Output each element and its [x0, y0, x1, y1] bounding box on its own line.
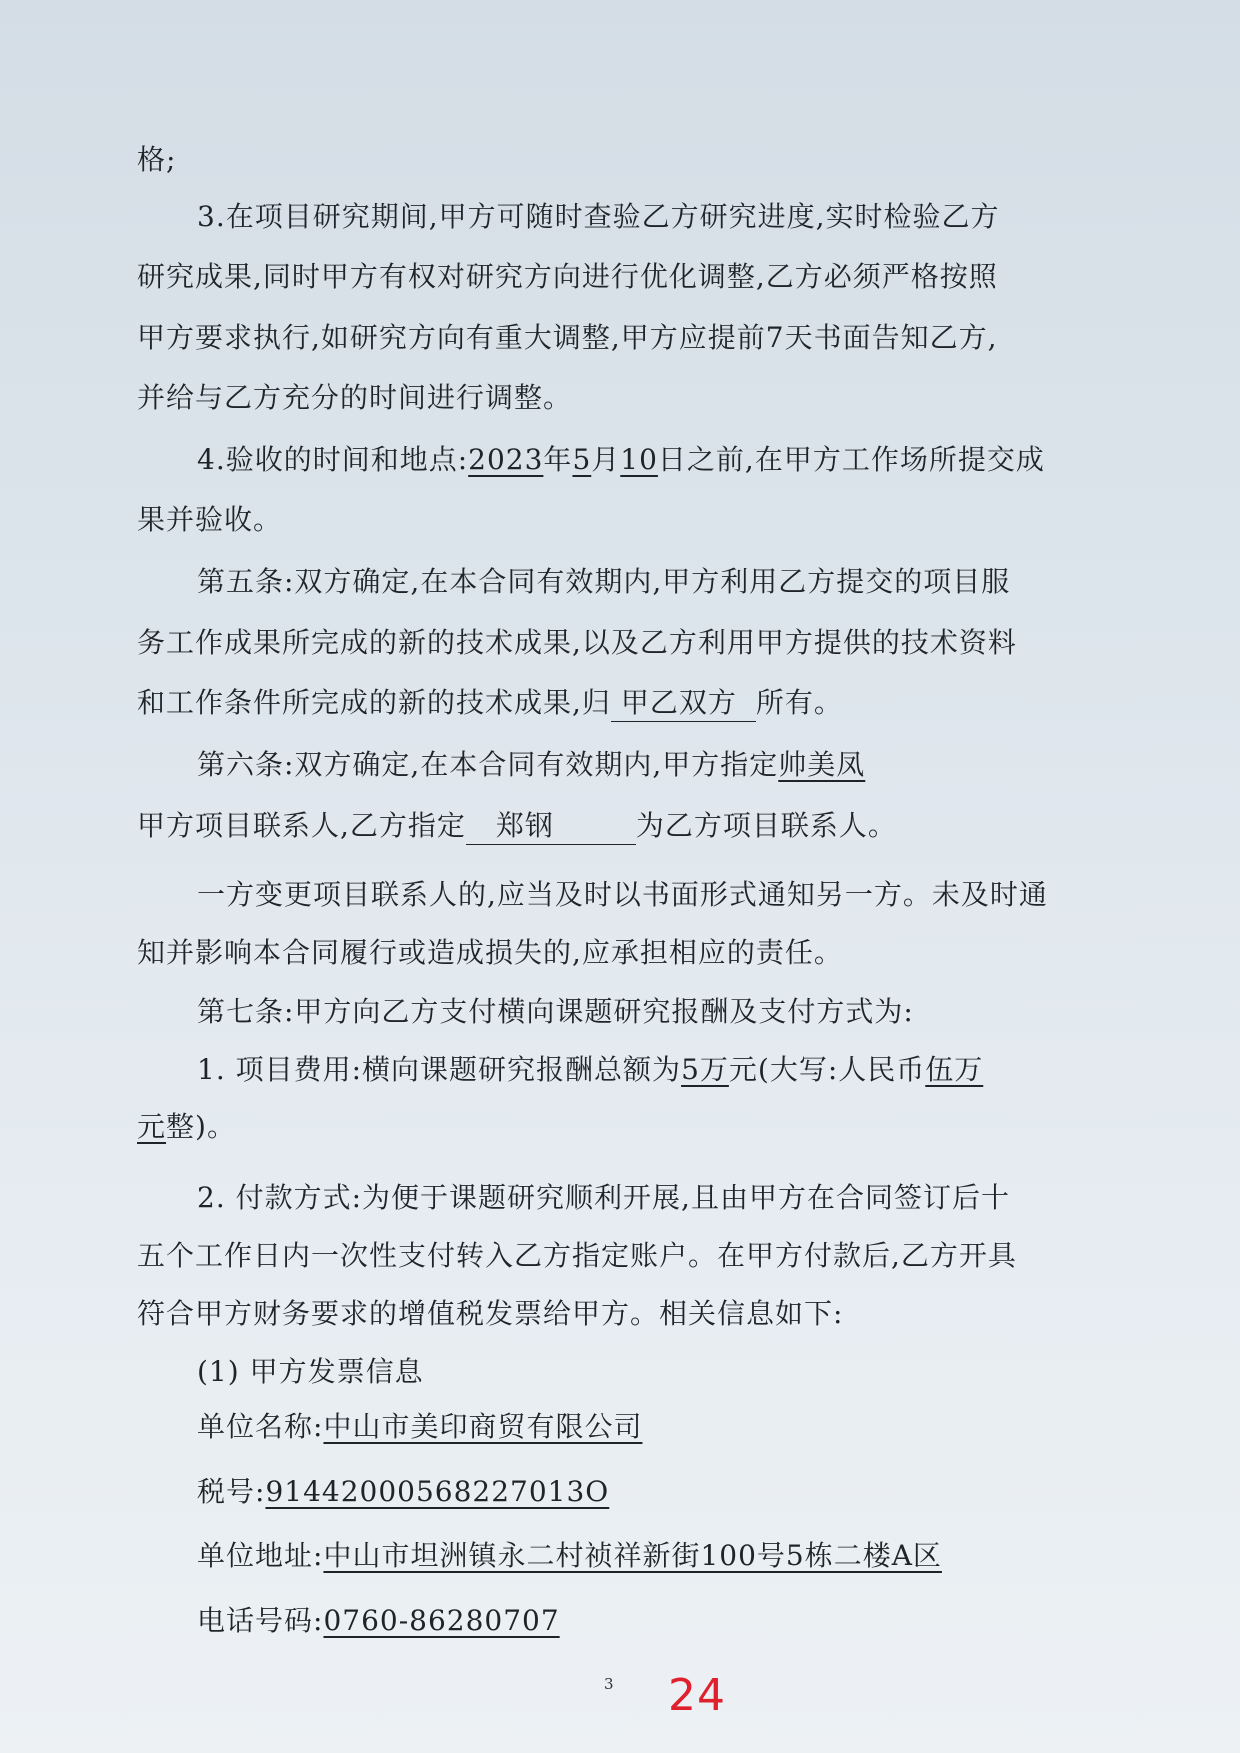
text-line — [137, 500, 282, 540]
acceptance-month: 5 — [572, 443, 592, 476]
text-line — [137, 806, 897, 846]
line-text: 所有。 — [755, 686, 843, 719]
fee-amount-uppercase: 伍万 — [925, 1053, 984, 1086]
acceptance-year: 2023 — [468, 443, 544, 476]
fee-amount: 5万 — [681, 1053, 729, 1086]
line-text: 4.验收的时间和地点: — [197, 443, 469, 476]
party-b-contact: 郑钢 — [466, 808, 636, 845]
text-line — [137, 623, 1017, 663]
text-line — [137, 140, 176, 180]
line-text: 务工作成果所完成的新的技术成果,以及乙方利用甲方提供的技术资料 — [137, 626, 1017, 659]
unit-name-value: 中山市美印商贸有限公司 — [323, 1410, 643, 1443]
tax-id-value: 91442000568227013O — [265, 1475, 610, 1508]
line-text: 一方变更项目联系人的,应当及时以书面形式通知另一方。未及时通 — [197, 878, 1048, 911]
unit-address-row — [197, 1536, 942, 1576]
line-text: (1) 甲方发票信息 — [197, 1355, 424, 1388]
text-line — [137, 378, 572, 418]
line-text: 月 — [591, 443, 621, 476]
stamp-number: 24 — [668, 1670, 726, 1721]
tax-id-row — [197, 1472, 609, 1512]
line-text: 整)。 — [166, 1110, 236, 1143]
line-text: 和工作条件所完成的新的技术成果,归 — [137, 686, 611, 719]
party-a-contact: 帅美凤 — [778, 748, 866, 781]
line-text: 日之前,在甲方工作场所提交成 — [657, 443, 1045, 476]
line-text: 格; — [137, 143, 177, 176]
project-fee-line — [197, 1050, 983, 1090]
text-line — [137, 933, 843, 973]
line-text: 3.在项目研究期间,甲方可随时查验乙方研究进度,实时检验乙方 — [197, 200, 1000, 233]
line-text: 符合甲方财务要求的增值税发票给甲方。相关信息如下: — [137, 1297, 844, 1330]
line-text: 知并影响本合同履行或造成损失的,应承担相应的责任。 — [137, 936, 843, 969]
text-line — [137, 1236, 1017, 1276]
line-text: 元(大写:人民币 — [728, 1053, 926, 1086]
clause-4-line — [197, 440, 1045, 480]
unit-name-row — [197, 1407, 642, 1447]
line-text: 为乙方项目联系人。 — [635, 809, 897, 842]
text-line — [137, 318, 998, 358]
text-line — [137, 683, 843, 723]
contact-change-line — [197, 875, 1048, 915]
article-7-line — [197, 992, 914, 1032]
tax-id-label: 税号: — [197, 1475, 266, 1508]
line-text: 甲方要求执行,如研究方向有重大调整,甲方应提前7天书面告知乙方, — [137, 321, 998, 354]
line-text: 第五条:双方确定,在本合同有效期内,甲方利用乙方提交的项目服 — [197, 565, 1011, 598]
line-text: 研究成果,同时甲方有权对研究方向进行优化调整,乙方必须严格按照 — [137, 260, 998, 293]
line-text: 2. 付款方式:为便于课题研究顺利开展,且由甲方在合同签订后十 — [197, 1181, 1010, 1214]
line-text: 1. 项目费用:横向课题研究报酬总额为 — [197, 1053, 682, 1086]
phone-value: 0760-86280707 — [323, 1604, 560, 1637]
unit-name-label: 单位名称: — [197, 1410, 324, 1443]
line-text: 五个工作日内一次性支付转入乙方指定账户。在甲方付款后,乙方开具 — [137, 1239, 1017, 1272]
fee-amount-uppercase-cont: 元 — [137, 1110, 167, 1143]
acceptance-day: 10 — [620, 443, 658, 476]
invoice-info-heading — [197, 1352, 424, 1392]
line-text: 第七条:甲方向乙方支付横向课题研究报酬及支付方式为: — [197, 995, 914, 1028]
ownership-field: 甲乙双方 — [611, 685, 756, 722]
text-line — [137, 1107, 236, 1147]
line-text: 年 — [543, 443, 573, 476]
line-text: 并给与乙方充分的时间进行调整。 — [137, 381, 573, 414]
clause-3-line — [197, 197, 1000, 237]
page-number: 3 — [604, 1675, 614, 1693]
payment-method-line — [197, 1178, 1010, 1218]
phone-label: 电话号码: — [197, 1604, 324, 1637]
text-line — [137, 257, 998, 297]
unit-address-label: 单位地址: — [197, 1539, 324, 1572]
article-6-line — [197, 745, 865, 785]
line-text: 第六条:双方确定,在本合同有效期内,甲方指定 — [197, 748, 779, 781]
phone-row — [197, 1601, 560, 1641]
text-line — [137, 1294, 843, 1334]
line-text: 甲方项目联系人,乙方指定 — [137, 809, 466, 842]
unit-address-value: 中山市坦洲镇永二村祯祥新街100号5栋二楼A区 — [323, 1539, 942, 1572]
line-text: 果并验收。 — [137, 503, 283, 536]
article-5-line — [197, 562, 1010, 602]
